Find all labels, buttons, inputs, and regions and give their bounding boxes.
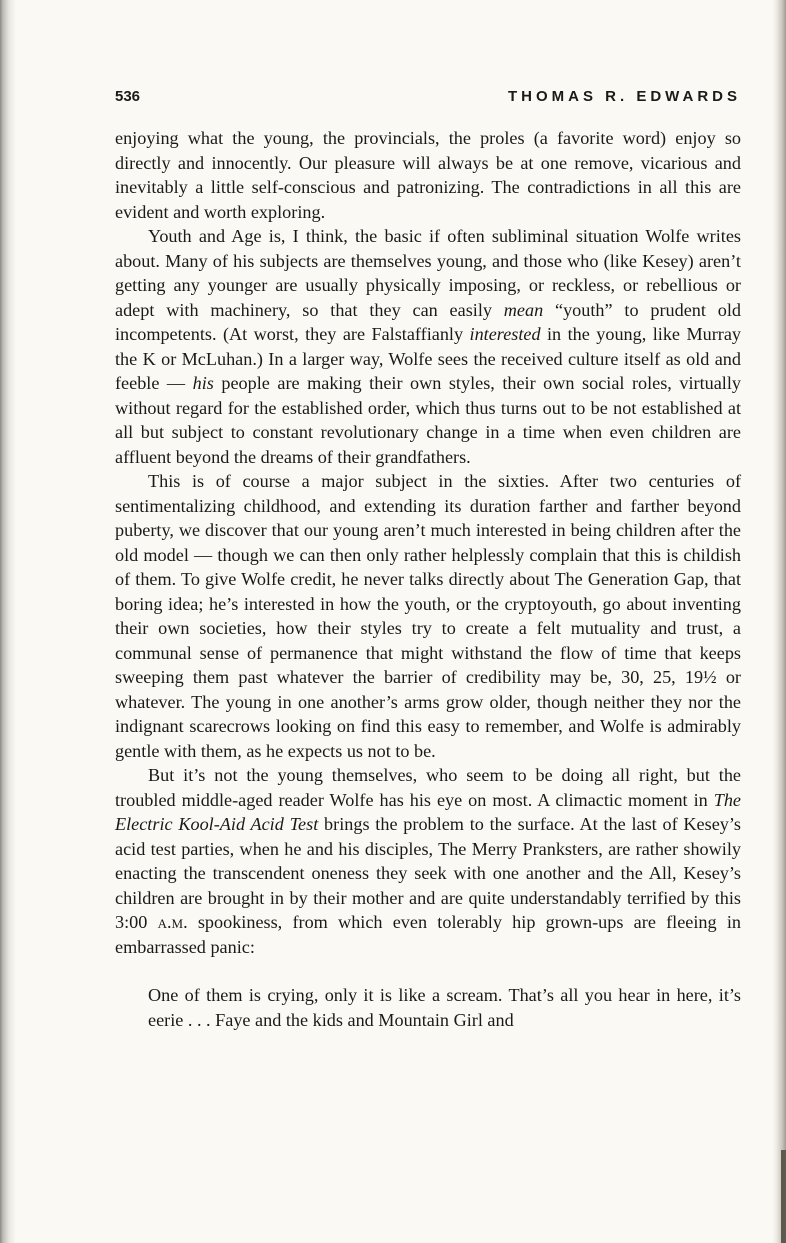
book-page: [115, 84, 741, 1032]
page-number: 536: [115, 88, 141, 105]
running-head-author: THOMAS R. EDWARDS: [508, 88, 741, 105]
book-spine-shadow-left: [0, 0, 16, 1243]
paragraph-4-part-1: But it’s not the young themselves, who seem to be doing all right, but the troubled middle-aged reader Wolfe has his eye on most. A climactic moment in: [115, 765, 741, 810]
paragraph-4-part-2: brings the problem to the surface. At the last of Kesey’s acid test parties, when he and his disciples, The Merry Pranksters, are rather showily enacting the transcendent oneness they seek with one another and the All, Kesey’s children are brought in by their mother and are quite understandably terrified by this 3:00: [115, 814, 742, 932]
paragraph-1: enjoying what the young, the provincials, the proles (a favorite word) enjoy so directly and innocently. Our pleasure will always be at one remove, vicarious and inevitably a little self-conscious and patronizing. The contradictions in all this are evident and worth exploring.: [115, 128, 741, 222]
book-edge-dark-strip: [781, 1150, 786, 1243]
running-head: [115, 84, 741, 114]
emphasis-mean: mean: [503, 299, 544, 320]
emphasis-his: his: [192, 373, 214, 393]
paragraph-2-part-2: “youth” to prudent old incompetents. (At worst, they are Falstaffianly: [115, 299, 741, 344]
book-title: The Electric Kool-Aid Acid Test: [115, 789, 741, 834]
block-quote: One of them is crying, only it is like a scream. That’s all you hear in here, it’s eerie . . . Faye and the kids and Mountain Girl and: [148, 985, 741, 1030]
paragraph-4-part-3: spookiness, from which even tolerably hip grown-ups are fleeing in embarrassed panic:: [115, 912, 741, 957]
paragraph-2-part-3: in the young, like Murray the K or McLuhan.) In a larger way, Wolfe sees the received culture itself as old and feeble —: [115, 324, 741, 393]
body-text: [115, 126, 741, 959]
paragraph-2-part-4: people are making their own styles, their own social roles, virtually without regard for the established order, which thus turns out to be not established at all but subject to constant revolutionary change in a time when even children are affluent beyond the dreams of their grandfathers.: [115, 373, 741, 467]
paragraph-2-part-1: Youth and Age is, I think, the basic if often subliminal situation Wolfe writes about. Many of his subjects are themselves young, and those who (like Kesey) aren’t getting any younger are usually physically imposing, or reckless, or rebellious or adept with machinery, so that they can easily: [115, 226, 741, 320]
book-edge-shadow-right: [772, 0, 786, 1243]
emphasis-interested: interested: [469, 324, 541, 344]
paragraph-2: [115, 224, 741, 469]
paragraph-4: [115, 763, 741, 959]
paragraph-3: This is of course a major subject in the sixties. After two centuries of sentimentalizing childhood, and extending its duration farther and farther beyond puberty, we discover that our young aren’t much interested in being children after the old model — though we can then only rather helplessly complain that this is childish of them. To give Wolfe credit, he never talks directly about The Generation Gap, that boring idea; he’s interested in how the youth, or the cryptoyouth, go about inventing their own societies, how their styles try to create a felt mutuality and trust, a communal sense of permanence that might withstand the flow of time that keeps sweeping them past whatever the barrier of credibility may be, 30, 25, 19½ or whatever. The young in one another’s arms grow older, though neither they nor the indignant scarecrows looking on find this easy to remember, and Wolfe is admirably gentle with them, as he expects us not to be.: [115, 471, 741, 761]
small-caps-am: a.m.: [157, 912, 188, 932]
